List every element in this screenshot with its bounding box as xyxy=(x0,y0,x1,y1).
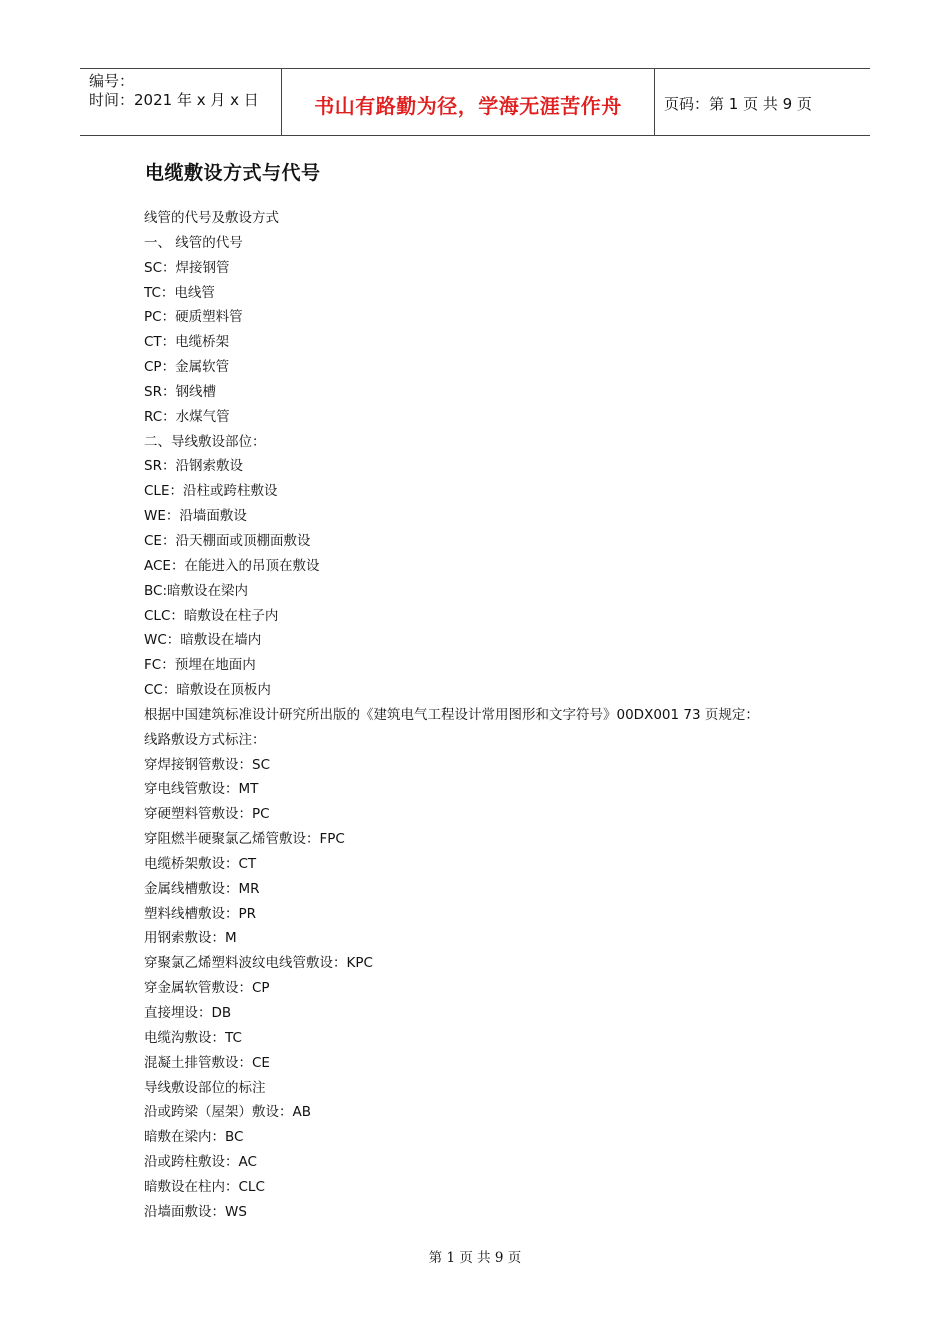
body-line: 暗敷在梁内：BC xyxy=(144,1129,244,1146)
body-line: 穿电线管敷设：MT xyxy=(144,781,259,798)
document-number-label: 编号： xyxy=(89,72,135,90)
body-line: 沿或跨梁（屋架）敷设：AB xyxy=(144,1104,311,1121)
body-line: 混凝土排管敷设：CE xyxy=(144,1054,270,1071)
body-line: SC：焊接钢管 xyxy=(144,259,230,276)
header-page-cell xyxy=(655,69,870,135)
header-meta xyxy=(80,69,281,135)
body-line: 线管的代号及敷设方式 xyxy=(144,210,279,226)
body-line: 暗敷设在柱内：CLC xyxy=(144,1178,265,1195)
page-header xyxy=(80,68,870,136)
body-line: 一、 线管的代号 xyxy=(144,234,243,251)
body-line: ACE：在能进入的吊顶在敷设 xyxy=(144,557,320,574)
body-line: CC：暗敷设在顶板内 xyxy=(144,682,271,699)
body-line: 沿或跨柱敷设：AC xyxy=(144,1154,257,1171)
body-line: RC：水煤气管 xyxy=(144,408,230,425)
body-line: WE：沿墙面敷设 xyxy=(144,508,247,525)
body-line: 电缆桥架敷设：CT xyxy=(144,855,257,872)
body-line: 穿金属软管敷设：CP xyxy=(144,980,270,997)
body-line: 塑料线槽敷设：PR xyxy=(144,905,257,922)
page-footer: 第 1 页 共 9 页 xyxy=(428,1250,522,1266)
header-motto-cell xyxy=(281,69,655,135)
body-line: CLE：沿柱或跨柱敷设 xyxy=(144,483,278,500)
body-line: SR：沿钢索敷设 xyxy=(144,458,243,475)
document-date: 时间：2021 年 x 月 x 日 xyxy=(89,91,259,109)
body-line: CLC：暗敷设在柱子内 xyxy=(144,607,279,624)
body-line: SR：钢线槽 xyxy=(144,383,216,400)
body-line: BC:暗敷设在梁内 xyxy=(144,582,248,599)
body-line: TC：电线管 xyxy=(144,284,215,301)
body-line: 电缆沟敷设：TC xyxy=(144,1029,242,1046)
body-line: CE：沿天棚面或顶棚面敷设 xyxy=(144,532,311,549)
body-line: 用钢索敷设：M xyxy=(144,930,237,947)
document-title: 电缆敷设方式与代号 xyxy=(145,162,321,184)
body-line: WC：暗敷设在墙内 xyxy=(144,632,262,649)
body-line: CT：电缆桥架 xyxy=(144,334,230,351)
body-line: 穿聚氯乙烯塑料波纹电线管敷设：KPC xyxy=(144,955,373,972)
body-line: PC：硬质塑料管 xyxy=(144,309,243,326)
body-line: 沿墙面敷设：WS xyxy=(144,1203,247,1220)
header-motto: 书山有路勤为径，学海无涯苦作舟 xyxy=(314,93,622,118)
body-line: 穿阻燃半硬聚氯乙烯管敷设：FPC xyxy=(144,831,345,848)
body-line: 根据中国建筑标准设计研究所出版的《建筑电气工程设计常用图形和文字符号》00DX001 73 页规定： xyxy=(144,706,759,723)
body-line: 线路敷设方式标注： xyxy=(144,731,266,748)
body-line: 导线敷设部位的标注 xyxy=(144,1079,266,1096)
document-body xyxy=(144,206,864,1225)
body-line: 穿焊接钢管敷设：SC xyxy=(144,756,270,773)
header-page-info: 页码：第 1 页 共 9 页 xyxy=(664,94,812,113)
body-line: CP：金属软管 xyxy=(144,359,230,376)
body-line: 二、导线敷设部位： xyxy=(144,433,266,450)
body-line: 金属线槽敷设：MR xyxy=(144,880,260,897)
body-line: 直接埋设：DB xyxy=(144,1005,232,1021)
body-line: 穿硬塑料管敷设：PC xyxy=(144,806,270,823)
body-line: FC：预埋在地面内 xyxy=(144,657,256,674)
